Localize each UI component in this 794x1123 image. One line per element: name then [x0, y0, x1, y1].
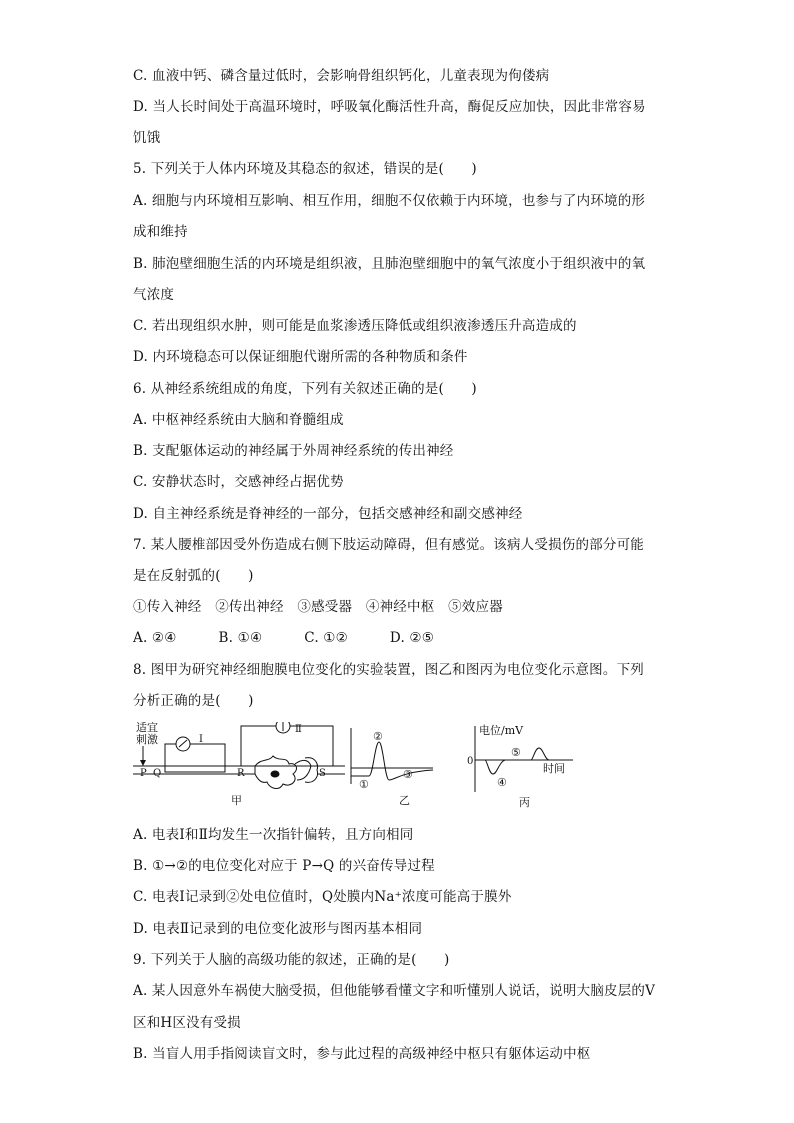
- question-5-stem: 5. 下列关于人体内环境及其稳态的叙述，错误的是( ): [133, 161, 477, 177]
- label-yi: 乙: [399, 794, 410, 807]
- figure-yi: [351, 728, 433, 807]
- bing-axis-x-label: 时间: [543, 762, 565, 775]
- text-line: 成和维持: [133, 224, 188, 240]
- text-line: C. 血液中钙、磷含量过低时，会影响骨组织钙化，儿童表现为佝偻病: [133, 68, 550, 84]
- text-line: B. 肺泡壁细胞生活的内环境是组织液，且肺泡壁细胞中的氧气浓度小于组织液中的氧: [133, 256, 646, 272]
- point-q: Q: [153, 768, 162, 779]
- text-line: C. 若出现组织水肿，则可能是血浆渗透压降低或组织液渗透压升高造成的: [133, 318, 577, 334]
- text-line: C. 安静状态时，交感神经占据优势: [133, 474, 344, 490]
- text-line: 是在反射弧的( ): [133, 568, 254, 584]
- point-s: S: [319, 768, 326, 779]
- stim-label-1: 适宜: [136, 722, 158, 734]
- text-line: A. 某人因意外车祸使大脑受损，但他能够看懂文字和听懂别人说话，说明大脑皮层的V: [133, 983, 656, 999]
- label-bing: 丙: [519, 796, 530, 809]
- label-jia: 甲: [231, 794, 242, 807]
- text-line: B. 当盲人用手指阅读盲文时，参与此过程的高级神经中枢只有躯体运动中枢: [133, 1046, 591, 1062]
- question-9-stem: 9. 下列关于人脑的高级功能的叙述，正确的是( ): [133, 952, 450, 968]
- option-d: D. ②⑤: [389, 630, 435, 646]
- text-line: D. 内环境稳态可以保证细胞代谢所需的各种物质和条件: [133, 349, 468, 365]
- figure-jia: [133, 722, 345, 807]
- figure-bing: [467, 723, 573, 809]
- text-line: ①传入神经 ②传出神经 ③感受器 ④神经中枢 ⑤效应器: [133, 599, 503, 615]
- bing-point-4: ④: [497, 776, 507, 789]
- text-line: 区和H区没有受损: [133, 1015, 241, 1031]
- text-line: D. 自主神经系统是脊神经的一部分，包括交感神经和副交感神经: [133, 506, 523, 522]
- bing-point-5: ⑤: [511, 746, 521, 759]
- yi-point-3: ③: [403, 768, 413, 781]
- text-line: A. 中枢神经系统由大脑和脊髓组成: [133, 412, 344, 428]
- bing-axis-y-label: 电位/mV: [479, 724, 524, 737]
- text-line: C. 电表Ⅰ记录到②处电位值时，Q处膜内Na⁺浓度可能高于膜外: [133, 889, 512, 905]
- meter-2-label: Ⅱ: [295, 724, 302, 735]
- text-line: D. 电表Ⅱ记录到的电位变化波形与图丙基本相同: [133, 921, 423, 937]
- text-line: 饥饿: [133, 130, 161, 146]
- text-line: 气浓度: [133, 287, 175, 303]
- stim-arrowhead: [140, 760, 146, 766]
- text-line: A. 电表Ⅰ和Ⅱ均发生一次指针偏转，且方向相同: [133, 827, 414, 843]
- meter-1-circuit: [165, 744, 225, 772]
- text-line: B. 支配躯体运动的神经属于外周神经系统的传出神经: [133, 443, 454, 459]
- yi-point-1: ①: [359, 778, 369, 791]
- question-6-stem: 6. 从神经系统组成的角度，下列有关叙述正确的是( ): [133, 381, 477, 397]
- question-7-options: [133, 629, 476, 647]
- synapse-terminal: [295, 760, 311, 780]
- text-line: A. 细胞与内环境相互影响、相互作用，细胞不仅依赖于内环境，也参与了内环境的形: [133, 193, 646, 209]
- question-8-stem: 8. 图甲为研究神经细胞膜电位变化的实验装置，图乙和图丙为电位变化示意图。下列: [133, 662, 644, 678]
- text-line: 分析正确的是( ): [133, 693, 254, 709]
- neuron-nucleus: [271, 771, 279, 777]
- question-7-stem: 7. 某人腰椎部因受外伤造成右侧下肢运动障碍，但有感觉。该病人受损伤的部分可能: [133, 537, 644, 553]
- option-b: B. ①④: [218, 630, 263, 646]
- stim-label-2: 刺激: [136, 733, 158, 746]
- text-line: D. 当人长时间处于高温环境时，呼吸氧化酶活性升高，酶促反应加快，因此非常容易: [133, 99, 646, 115]
- question-8-figure: [133, 722, 603, 817]
- meter-1-label: I: [199, 734, 203, 745]
- option-c: C. ①②: [304, 630, 348, 646]
- yi-waveform: [351, 742, 433, 780]
- bing-origin: 0: [467, 756, 474, 767]
- yi-point-2: ②: [373, 730, 383, 743]
- point-p: P: [140, 768, 147, 779]
- option-a: A. ②④: [133, 630, 177, 646]
- point-r: R: [237, 768, 245, 779]
- text-line: B. ①→②的电位变化对应于 P→Q 的兴奋传导过程: [133, 858, 435, 874]
